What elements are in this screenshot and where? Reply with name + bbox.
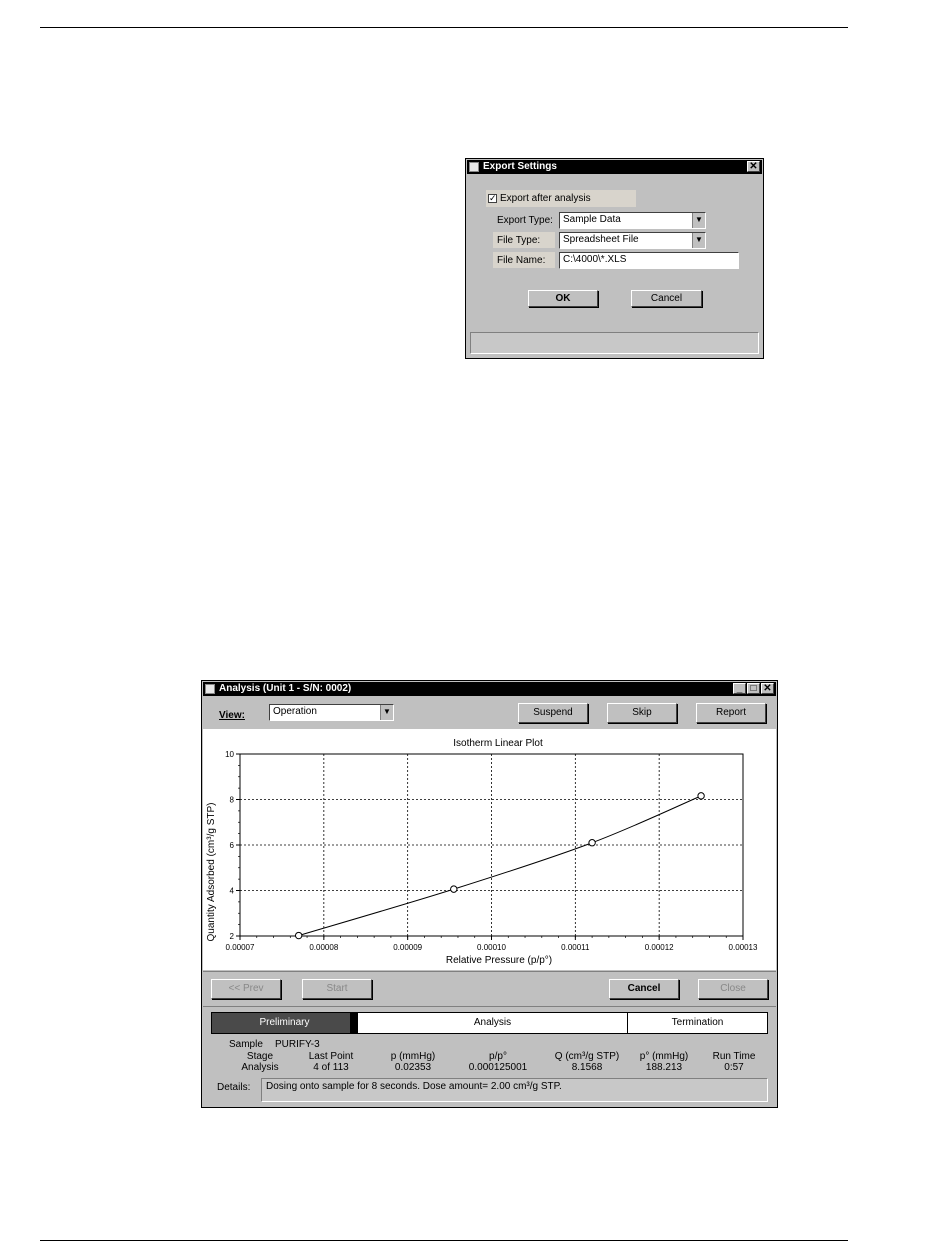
data-point [451, 886, 457, 892]
suspend-button[interactable]: Suspend [518, 703, 588, 723]
isotherm-curve [299, 796, 701, 936]
file-type-dropdown[interactable] [559, 232, 706, 249]
page-bottom-rule [40, 1240, 848, 1241]
ok-button[interactable]: OK [528, 290, 598, 307]
prev-button[interactable]: << Prev [211, 979, 281, 999]
export-settings-dialog [465, 158, 764, 359]
minimize-icon[interactable]: _ [733, 683, 746, 694]
chevron-down-icon[interactable]: ▼ [380, 705, 393, 720]
view-label: View: [219, 710, 245, 721]
relative-pressure-header: p/p° [489, 1051, 507, 1062]
x-tick-label: 0.00012 [644, 943, 674, 952]
plot-frame [240, 754, 743, 936]
cancel-analysis-button[interactable]: Cancel [609, 979, 679, 999]
data-point [589, 840, 595, 846]
chart-title: Isotherm Linear Plot [453, 738, 543, 749]
tab-analysis[interactable]: Analysis [357, 1012, 628, 1034]
run-time-header: Run Time [712, 1051, 756, 1062]
window-icon [469, 162, 479, 172]
x-tick-label: 0.00009 [393, 943, 423, 952]
export-after-analysis-checkbox[interactable]: ✓ [489, 193, 497, 203]
last-point-header: Last Point [308, 1051, 354, 1062]
pressure-value: 0.02353 [394, 1062, 432, 1073]
close-icon[interactable]: ✕ [761, 683, 774, 694]
stage-status [235, 1051, 285, 1073]
last-point-status [298, 1051, 364, 1073]
maximize-icon[interactable]: □ [747, 683, 760, 694]
window-icon [205, 684, 215, 694]
last-point-value: 4 of 113 [313, 1062, 349, 1073]
pressure-header: p (mmHg) [390, 1051, 436, 1062]
stage-header: Stage [246, 1051, 274, 1062]
export-type-value: Sample Data [563, 214, 621, 225]
chart-x-axis-label: Relative Pressure (p/p°) [445, 955, 553, 966]
y-tick-label: 10 [225, 750, 234, 759]
x-tick-label: 0.00010 [477, 943, 506, 952]
data-point [295, 932, 301, 938]
export-dialog-title: Export Settings [483, 161, 557, 172]
y-tick-label: 6 [229, 841, 234, 850]
chevron-down-icon[interactable]: ▼ [692, 213, 705, 228]
export-dialog-titlebar [467, 160, 762, 174]
export-dialog-status-bar [470, 332, 759, 354]
skip-button[interactable]: Skip [607, 703, 677, 723]
x-tick-label: 0.00008 [309, 943, 339, 952]
y-tick-label: 4 [229, 886, 234, 896]
export-after-analysis-label: Export after analysis [500, 193, 591, 204]
pressure-status [382, 1051, 444, 1073]
x-tick-label: 0.00011 [561, 943, 590, 952]
stage-value: Analysis [241, 1062, 279, 1073]
tab-preliminary[interactable]: Preliminary [211, 1012, 358, 1034]
chevron-down-icon[interactable]: ▼ [692, 233, 705, 248]
analysis-window-title: Analysis (Unit 1 - S/N: 0002) [219, 683, 352, 694]
run-time-value: 0:57 [724, 1062, 744, 1073]
quantity-value: 8.1568 [571, 1062, 603, 1073]
cancel-button[interactable]: Cancel [631, 290, 702, 307]
run-time-status [706, 1051, 762, 1073]
file-type-value: Spreadsheet File [563, 234, 639, 245]
stage-tabs [211, 1012, 768, 1034]
plot-panel [203, 729, 776, 970]
close-button[interactable]: Close [698, 979, 768, 999]
chart-y-axis-label: Quantity Adsorbed (cm³/g STP) [206, 802, 217, 942]
export-type-label: Export Type: [497, 215, 553, 226]
report-button[interactable]: Report [696, 703, 766, 723]
page-top-rule [40, 27, 848, 28]
details-label: Details: [217, 1082, 251, 1093]
relative-pressure-status [460, 1051, 536, 1073]
isotherm-plot [203, 729, 776, 970]
analysis-window-titlebar [203, 682, 776, 696]
file-name-label: File Name: [497, 255, 546, 266]
y-tick-label: 8 [229, 795, 234, 805]
details-box [261, 1078, 768, 1102]
view-dropdown[interactable] [269, 704, 394, 721]
x-tick-label: 0.00007 [225, 943, 255, 952]
data-point [698, 793, 704, 799]
quantity-header: Q (cm³/g STP) [554, 1051, 620, 1062]
y-tick-label: 2 [229, 932, 234, 941]
file-type-label: File Type: [497, 235, 541, 246]
details-value: Dosing onto sample for 8 seconds. Dose amount= 2.00 cm³/g STP. [266, 1081, 562, 1092]
analysis-window [201, 680, 778, 1108]
control-bar [203, 971, 776, 1007]
quantity-status [546, 1051, 628, 1073]
tab-termination[interactable]: Termination [627, 1012, 768, 1034]
close-icon[interactable]: ✕ [747, 161, 760, 172]
x-tick-label: 0.00013 [728, 943, 758, 952]
file-name-input[interactable]: C:\4000\*.XLS [559, 252, 739, 269]
relative-pressure-value: 0.000125001 [468, 1062, 528, 1073]
start-button[interactable]: Start [302, 979, 372, 999]
saturation-pressure-value: 188.213 [645, 1062, 683, 1073]
saturation-pressure-status [634, 1051, 694, 1073]
sample-value: PURIFY-3 [275, 1039, 320, 1050]
saturation-pressure-header: p° (mmHg) [639, 1051, 689, 1062]
export-type-dropdown[interactable] [559, 212, 706, 229]
sample-label: Sample [229, 1039, 263, 1050]
view-value: Operation [273, 706, 317, 717]
